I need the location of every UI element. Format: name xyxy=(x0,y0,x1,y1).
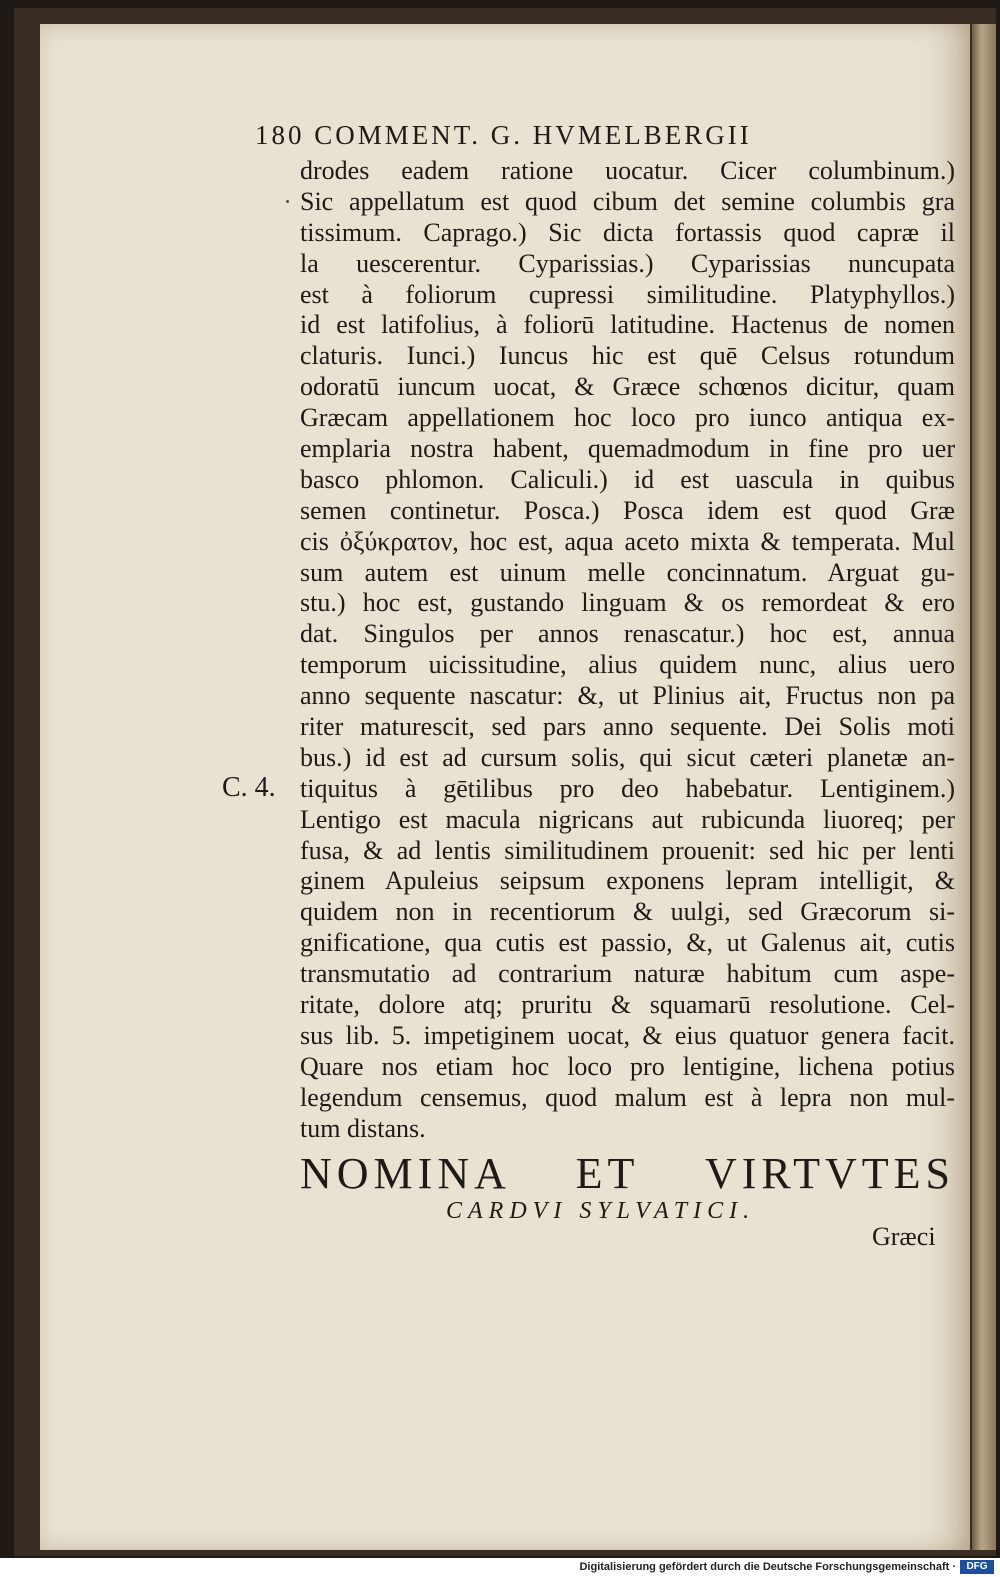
catchword: Græci xyxy=(872,1222,936,1251)
text-line: Sic appellatum est quod cibum det semine columbis gra xyxy=(300,186,955,216)
text-line: ritate, dolore atq; pruritu & squamarū resolutione. Cel- xyxy=(300,990,955,1020)
text-line: anno sequente nascatur: &, ut Plinius ait, Fructus non pa xyxy=(300,681,955,711)
section-title: NOMINA ET VIRTVTES xyxy=(300,1149,955,1198)
text-line: Quare nos etiam hoc loco pro lentigine, lichena potius xyxy=(300,1051,955,1081)
text-line: drodes eadem ratione uocatur. Cicer columbinum.) xyxy=(300,156,955,185)
text-line: emplaria nostra habent, quemadmodum in fine pro uer xyxy=(300,434,955,464)
text-line: Græcam appellationem hoc loco pro iunco antiqua ex- xyxy=(300,403,955,433)
text-line: dat. Singulos per annos renascatur.) hoc est, annua xyxy=(300,619,955,649)
text-line: sus lib. 5. impetiginem uocat, & eius quatuor genera facit. xyxy=(300,1020,955,1050)
text-line: gnificatione, qua cutis est passio, &, ut Galenus ait, cutis xyxy=(300,928,955,958)
text-line: legendum censemus, quod malum est à lepra non mul- xyxy=(300,1082,955,1112)
text-line: temporum uicissitudine, alius quidem nunc, alius uero xyxy=(300,650,955,680)
text-line: tum distans. xyxy=(300,1113,426,1143)
text-line: sum autem est uinum melle concinnatum. Arguat gu- xyxy=(300,557,955,587)
page-edge xyxy=(972,24,996,1550)
text-line: riter maturescit, sed pars anno sequente. Dei Solis moti xyxy=(300,712,955,742)
funding-credit: Digitalisierung gefördert durch die Deutsche Forschungsgemeinschaft · xyxy=(579,1561,956,1573)
marginal-note: C. 4. xyxy=(222,772,276,803)
text-line: claturis. Iunci.) Iuncus hic est quē Celsus rotundum xyxy=(300,341,955,371)
text-line: quidem non in recentiorum & uulgi, sed Græcorum si- xyxy=(300,897,955,927)
text-line: odoratū iuncum uocat, & Græce schœnos dicitur, quam xyxy=(300,372,955,402)
text-line: fusa, & ad lentis similitudinem prouenit: sed hic per lenti xyxy=(300,835,955,865)
dfg-logo-icon: DFG xyxy=(960,1560,994,1574)
text-line: tissimum. Caprago.) Sic dicta fortassis quod capræ il xyxy=(300,217,955,247)
running-head: 180 COMMENT. G. HVMELBERGII xyxy=(255,120,752,150)
text-line: cis ὀξύκρατον, hoc est, aqua aceto mixta & temperata. Mul xyxy=(300,526,955,556)
text-line: semen continetur. Posca.) Posca idem est quod Græ xyxy=(300,495,955,525)
text-line: stu.) hoc est, gustando linguam & os remordeat & ero xyxy=(300,588,955,618)
section-subtitle: CARDVI SYLVATICI. xyxy=(446,1198,756,1224)
ink-speck xyxy=(286,200,289,203)
text-line: transmutatio ad contrarium naturæ habitum cum aspe- xyxy=(300,959,955,989)
text-line: id est latifolius, à foliorū latitudine. Hactenus de nomen xyxy=(300,310,955,340)
text-line: bus.) id est ad cursum solis, qui sicut cæteri planetæ an- xyxy=(300,742,955,772)
text-line: la uescerentur. Cyparissias.) Cyparissias nuncupata xyxy=(300,248,955,278)
text-line: ginem Apuleius seipsum exponens lepram intelligit, & xyxy=(300,866,955,896)
text-line: est à foliorum cupressi similitudine. Platyphyllos.) xyxy=(300,279,955,309)
body-text xyxy=(300,156,955,1145)
text-line: tiquitus à gētilibus pro deo habebatur. Lentiginem.) xyxy=(300,773,955,803)
text-line: basco phlomon. Caliculi.) id est uascula in quibus xyxy=(300,464,955,494)
text-line: Lentigo est macula nigricans aut rubicunda liuoreq; per xyxy=(300,804,955,834)
